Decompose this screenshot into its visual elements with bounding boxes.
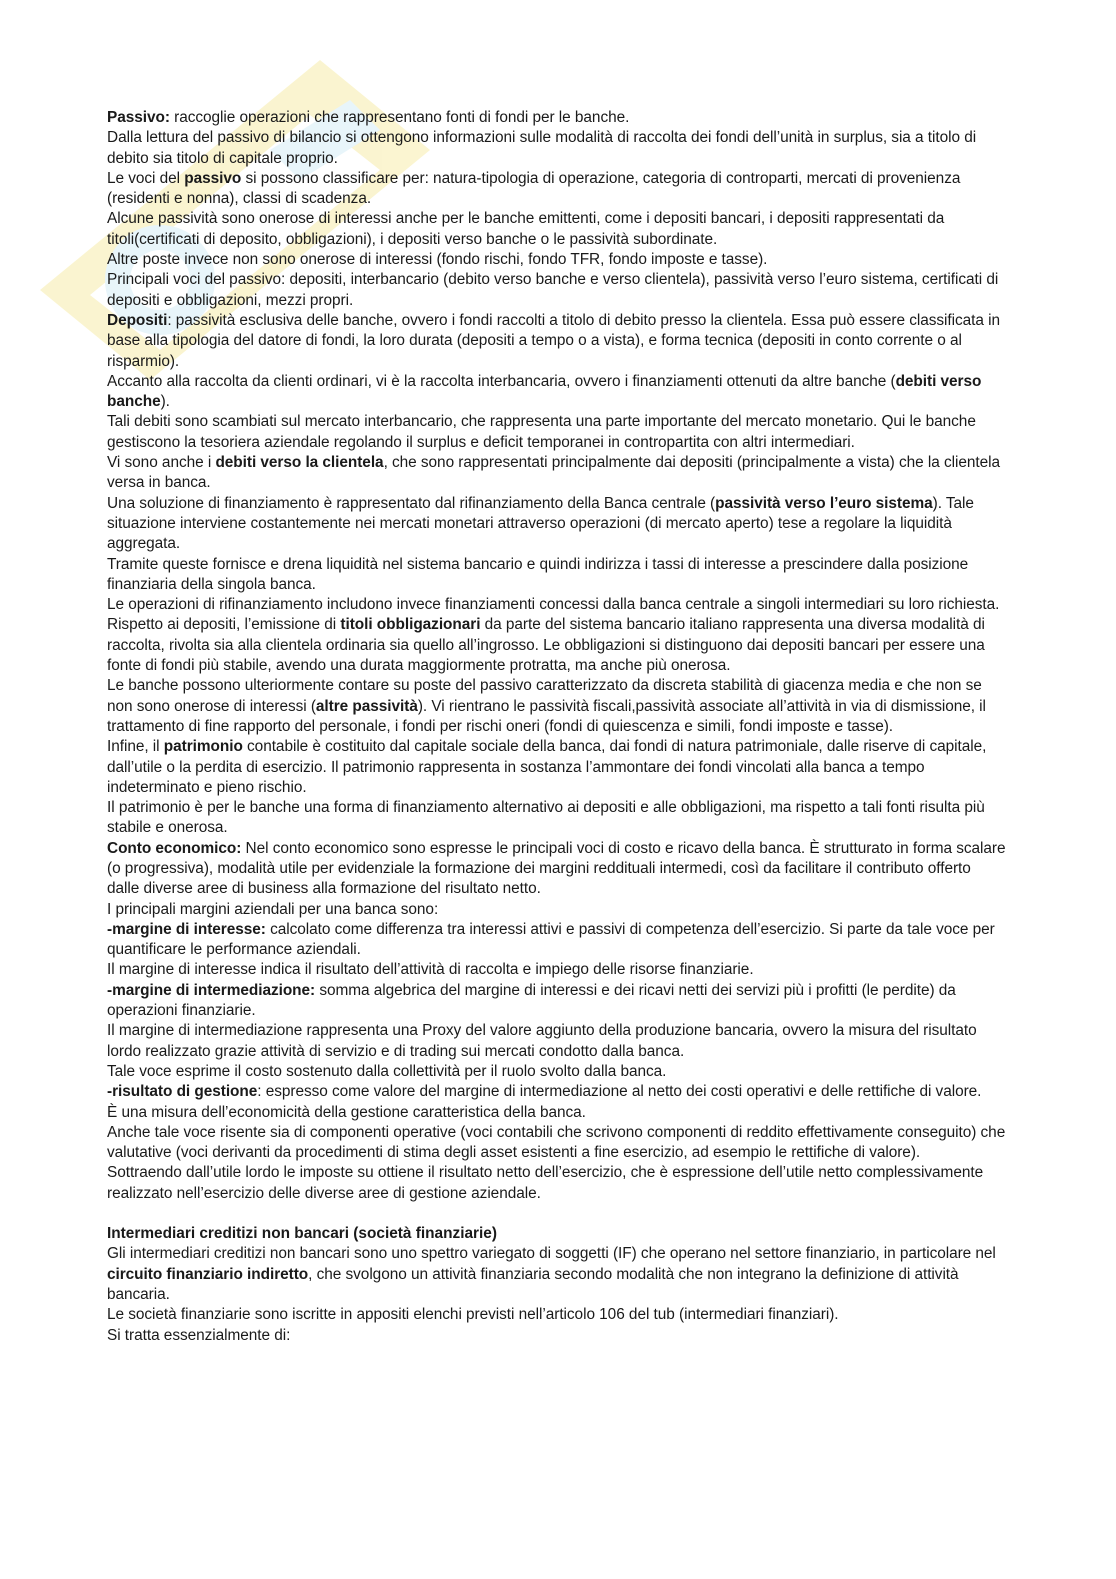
text-run: Le società finanziarie sono iscritte in appositi elenchi previsti nell’articolo 106 del tub (intermediari finanziari). [107,1306,839,1324]
text-run: Le operazioni di rifinanziamento includono invece finanziamenti concessi dalla banca centrale a singoli intermediari su loro richiesta. [107,596,1000,614]
paragraph [107,169,1007,210]
paragraph [107,615,1007,676]
paragraph [107,372,1007,413]
text-run: Rispetto ai depositi, l’emissione di [107,616,341,634]
paragraph [107,900,1007,920]
text-run: ). Tale situazione interviene costantemente nei mercati monetari attraverso operazioni (di mercato aperto) tese a regolare la liquidità aggregata. [107,494,974,553]
paragraph [107,1021,1007,1062]
text-run: Il patrimonio è per le banche una forma di finanziamento alternativo ai depositi e alle obbligazioni, ma rispetto a tali fonti risulta più stabile e onerosa. [107,799,985,837]
text-run: Gli intermediari creditizi non bancari sono uno spettro variegato di soggetti (IF) che operano nel settore finanziario, in particolare nel [107,1245,996,1263]
text-run: Si tratta essenzialmente di: [107,1326,291,1344]
paragraph [107,209,1007,250]
text-run: ). Vi rientrano le passività fiscali,passività associate all’attività in via di dismissione, il trattamento di fine rapporto del personale, i fondi per rischi oneri (fondi di quiescenza e simili, fondi imposte e tasse). [107,697,986,735]
bold-term: circuito finanziario indiretto [107,1265,309,1283]
text-run: Alcune passività sono onerose di interessi anche per le banche emittenti, come i depositi bancari, i depositi rappresentati da titoli(certificati di deposito, obbligazioni), i depositi verso banche o le passività subordinate. [107,210,945,248]
paragraph [107,839,1007,900]
text-run: Accanto alla raccolta da clienti ordinari, vi è la raccolta interbancaria, ovvero i finanziamenti ottenuti da altre banche ( [107,372,896,390]
text-run: Vi sono anche i [107,454,216,472]
paragraph [107,270,1007,311]
paragraph [107,1103,1007,1123]
text-run: Dalla lettura del passivo di bilancio si ottengono informazioni sulle modalità di raccolta dei fondi dell’unità in surplus, sia a titolo di debito sia titolo di capitale proprio. [107,129,977,167]
text-run: : passività esclusiva delle banche, ovvero i fondi raccolti a titolo di debito presso la clientela. Essa può essere classificata in base alla tipologia del datore di fondi, la loro durata (depositi a tempo o a vista), e forma tecnica (depositi in conto corrente o al risparmio). [107,311,1001,370]
text-run: , che svolgono un attività finanziaria secondo modalità che non integrano la definizione di attività bancaria. [107,1265,959,1303]
text-run: Le banche possono ulteriormente contare su poste del passivo caratterizzato da discreta stabilità di giacenza media e che non se non sono onerose di interessi ( [107,677,982,715]
text-run: : espresso come valore del margine di intermediazione al netto dei costi operativi e delle rettifiche di valore. [257,1083,982,1101]
paragraph [107,1123,1007,1164]
main-text-body [107,108,1007,1204]
paragraph [107,981,1007,1022]
text-run: somma algebrica del margine di interessi e dei ricavi netti dei servizi più i profitti (le perdite) da operazioni finanziarie. [107,981,956,1020]
bold-term: debiti verso la clientela [215,454,384,472]
text-run: I principali margini aziendali per una banca sono: [107,900,439,918]
bold-term: Conto economico: [107,839,242,857]
paragraph [107,128,1007,169]
paragraph [107,412,1007,453]
text-run: contabile è costituito dal capitale sociale della banca, dai fondi di natura patrimoniale, dalle riserve di capitale, dall’utile o la perdita di esercizio. Il patrimonio rappresenta in sostanza l’ammontare dei fondi vincolati alla banca a tempo indeterminato e pieno rischio. [107,738,987,796]
bold-term: Depositi [107,311,168,329]
text-run: Principali voci del passivo: depositi, interbancario (debito verso banche e verso clientela), passività verso l’euro sistema, certificati di depositi e obbligazioni, mezzi propri. [107,271,999,309]
paragraph [107,595,1007,615]
text-run: si possono classificare per: natura-tipologia di operazione, categoria di controparti, mercati di provenienza (residenti e nonna), classi di scadenza. [107,169,961,208]
text-run: Tale voce esprime il costo sostenuto dalla collettività per il ruolo svolto dalla banca. [107,1062,667,1080]
text-run: raccoglie operazioni che rappresentano fonti di fondi per le banche. [169,109,630,126]
paragraph [107,676,1007,737]
paragraph [107,1305,1007,1325]
paragraph [107,737,1007,798]
text-run: , che sono rappresentati principalmente dai depositi (principalmente a vista) che la clientela versa in banca. [107,454,1000,492]
bold-term: titoli obbligazionari [340,616,481,634]
paragraph [107,453,1007,494]
section-gap [107,1204,1007,1224]
paragraph [107,494,1007,555]
bold-term: passivo [184,169,242,187]
paragraph [107,108,1007,128]
bold-term: debiti verso banche [107,372,982,411]
text-run: È una misura dell’economicità della gestione caratteristica della banca. [107,1103,586,1121]
section-heading: Intermediari creditizi non bancari (società finanziarie) [107,1225,497,1243]
bold-term: passività verso l’euro sistema [715,494,933,512]
text-run: Il margine di interesse indica il risultato dell’attività di raccolta e impiego delle risorse finanziarie. [107,961,754,979]
text-run: Il margine di intermediazione rappresenta una Proxy del valore aggiunto della produzione bancaria, ovvero la misura del risultato lordo realizzato grazie attività di servizio e di trading sui mercati condotto dalla banca. [107,1022,977,1060]
paragraph [107,311,1007,372]
text-run: Altre poste invece non sono onerose di interessi (fondo rischi, fondo TFR, fondo imposte e tasse). [107,251,768,269]
bold-term: patrimonio [163,738,243,756]
text-run: Tali debiti sono scambiati sul mercato interbancario, che rappresenta una parte importante del mercato monetario. Qui le banche gestiscono la tesoriera aziendale regolando il surplus e deficit temporanei in contropartita con altri intermediari. [107,413,976,451]
bold-term: altre passività [315,697,418,715]
text-run: Sottraendo dall’utile lordo le imposte su ottiene il risultato netto dell’esercizio, che è espressione dell’utile netto complessivamente realizzato nell’esercizio delle diverse aree di gestione aziendale. [107,1164,984,1202]
document-page [107,108,1007,1346]
bold-term: -margine di intermediazione: [107,981,316,999]
text-run: Tramite queste fornisce e drena liquidità nel sistema bancario e quindi indirizza i tassi di interesse a prescindere dalla posizione finanziaria della singola banca. [107,555,969,593]
text-run: Anche tale voce risente sia di componenti operative (voci contabili che scrivono componenti di reddito effettivamente conseguito) che valutative (voci derivanti da procedimenti di stima degli asset esistenti a fine esercizio, ad esempio le rettifiche di valore). [107,1123,1006,1162]
bold-term: Passivo: [107,109,170,126]
text-run: ). [160,393,170,411]
text-run: Nel conto economico sono espresse le principali voci di costo e ricavo della banca. È strutturato in forma scalare (o progressiva), modalità utile per evidenziale la formazione dei margini reddituali intermedi, così da facilitare il contributo offerto dalle diverse aree di business alla formazione del risultato netto. [107,839,1006,898]
paragraph [107,798,1007,839]
bold-term: -risultato di gestione [107,1083,258,1101]
text-run: calcolato come differenza tra interessi attivi e passivi di competenza dell’esercizio. Si parte da tale voce per quantificare le performance aziendali. [107,920,995,959]
paragraph [107,920,1007,961]
paragraph [107,960,1007,980]
text-run: Una soluzione di finanziamento è rappresentato dal rifinanziamento della Banca centrale ( [107,494,716,512]
paragraph [107,1326,1007,1346]
section-body [107,1244,1007,1345]
text-run: Le voci del [107,169,185,187]
paragraph [107,555,1007,596]
paragraph [107,1163,1007,1204]
text-run: Infine, il [107,738,164,756]
text-run: da parte del sistema bancario italiano rappresenta una diversa modalità di raccolta, rivolta sia alla clientela ordinaria sia quello all’ingrosso. Le obbligazioni si distinguono dai depositi bancari per essere una fonte di fondi più stabile, avendo una durata maggiormente protratta, ma anche più onerosa. [107,616,985,675]
paragraph [107,1244,1007,1305]
paragraph [107,1062,1007,1082]
paragraph [107,1082,1007,1102]
paragraph [107,250,1007,270]
bold-term: -margine di interesse: [107,920,266,938]
